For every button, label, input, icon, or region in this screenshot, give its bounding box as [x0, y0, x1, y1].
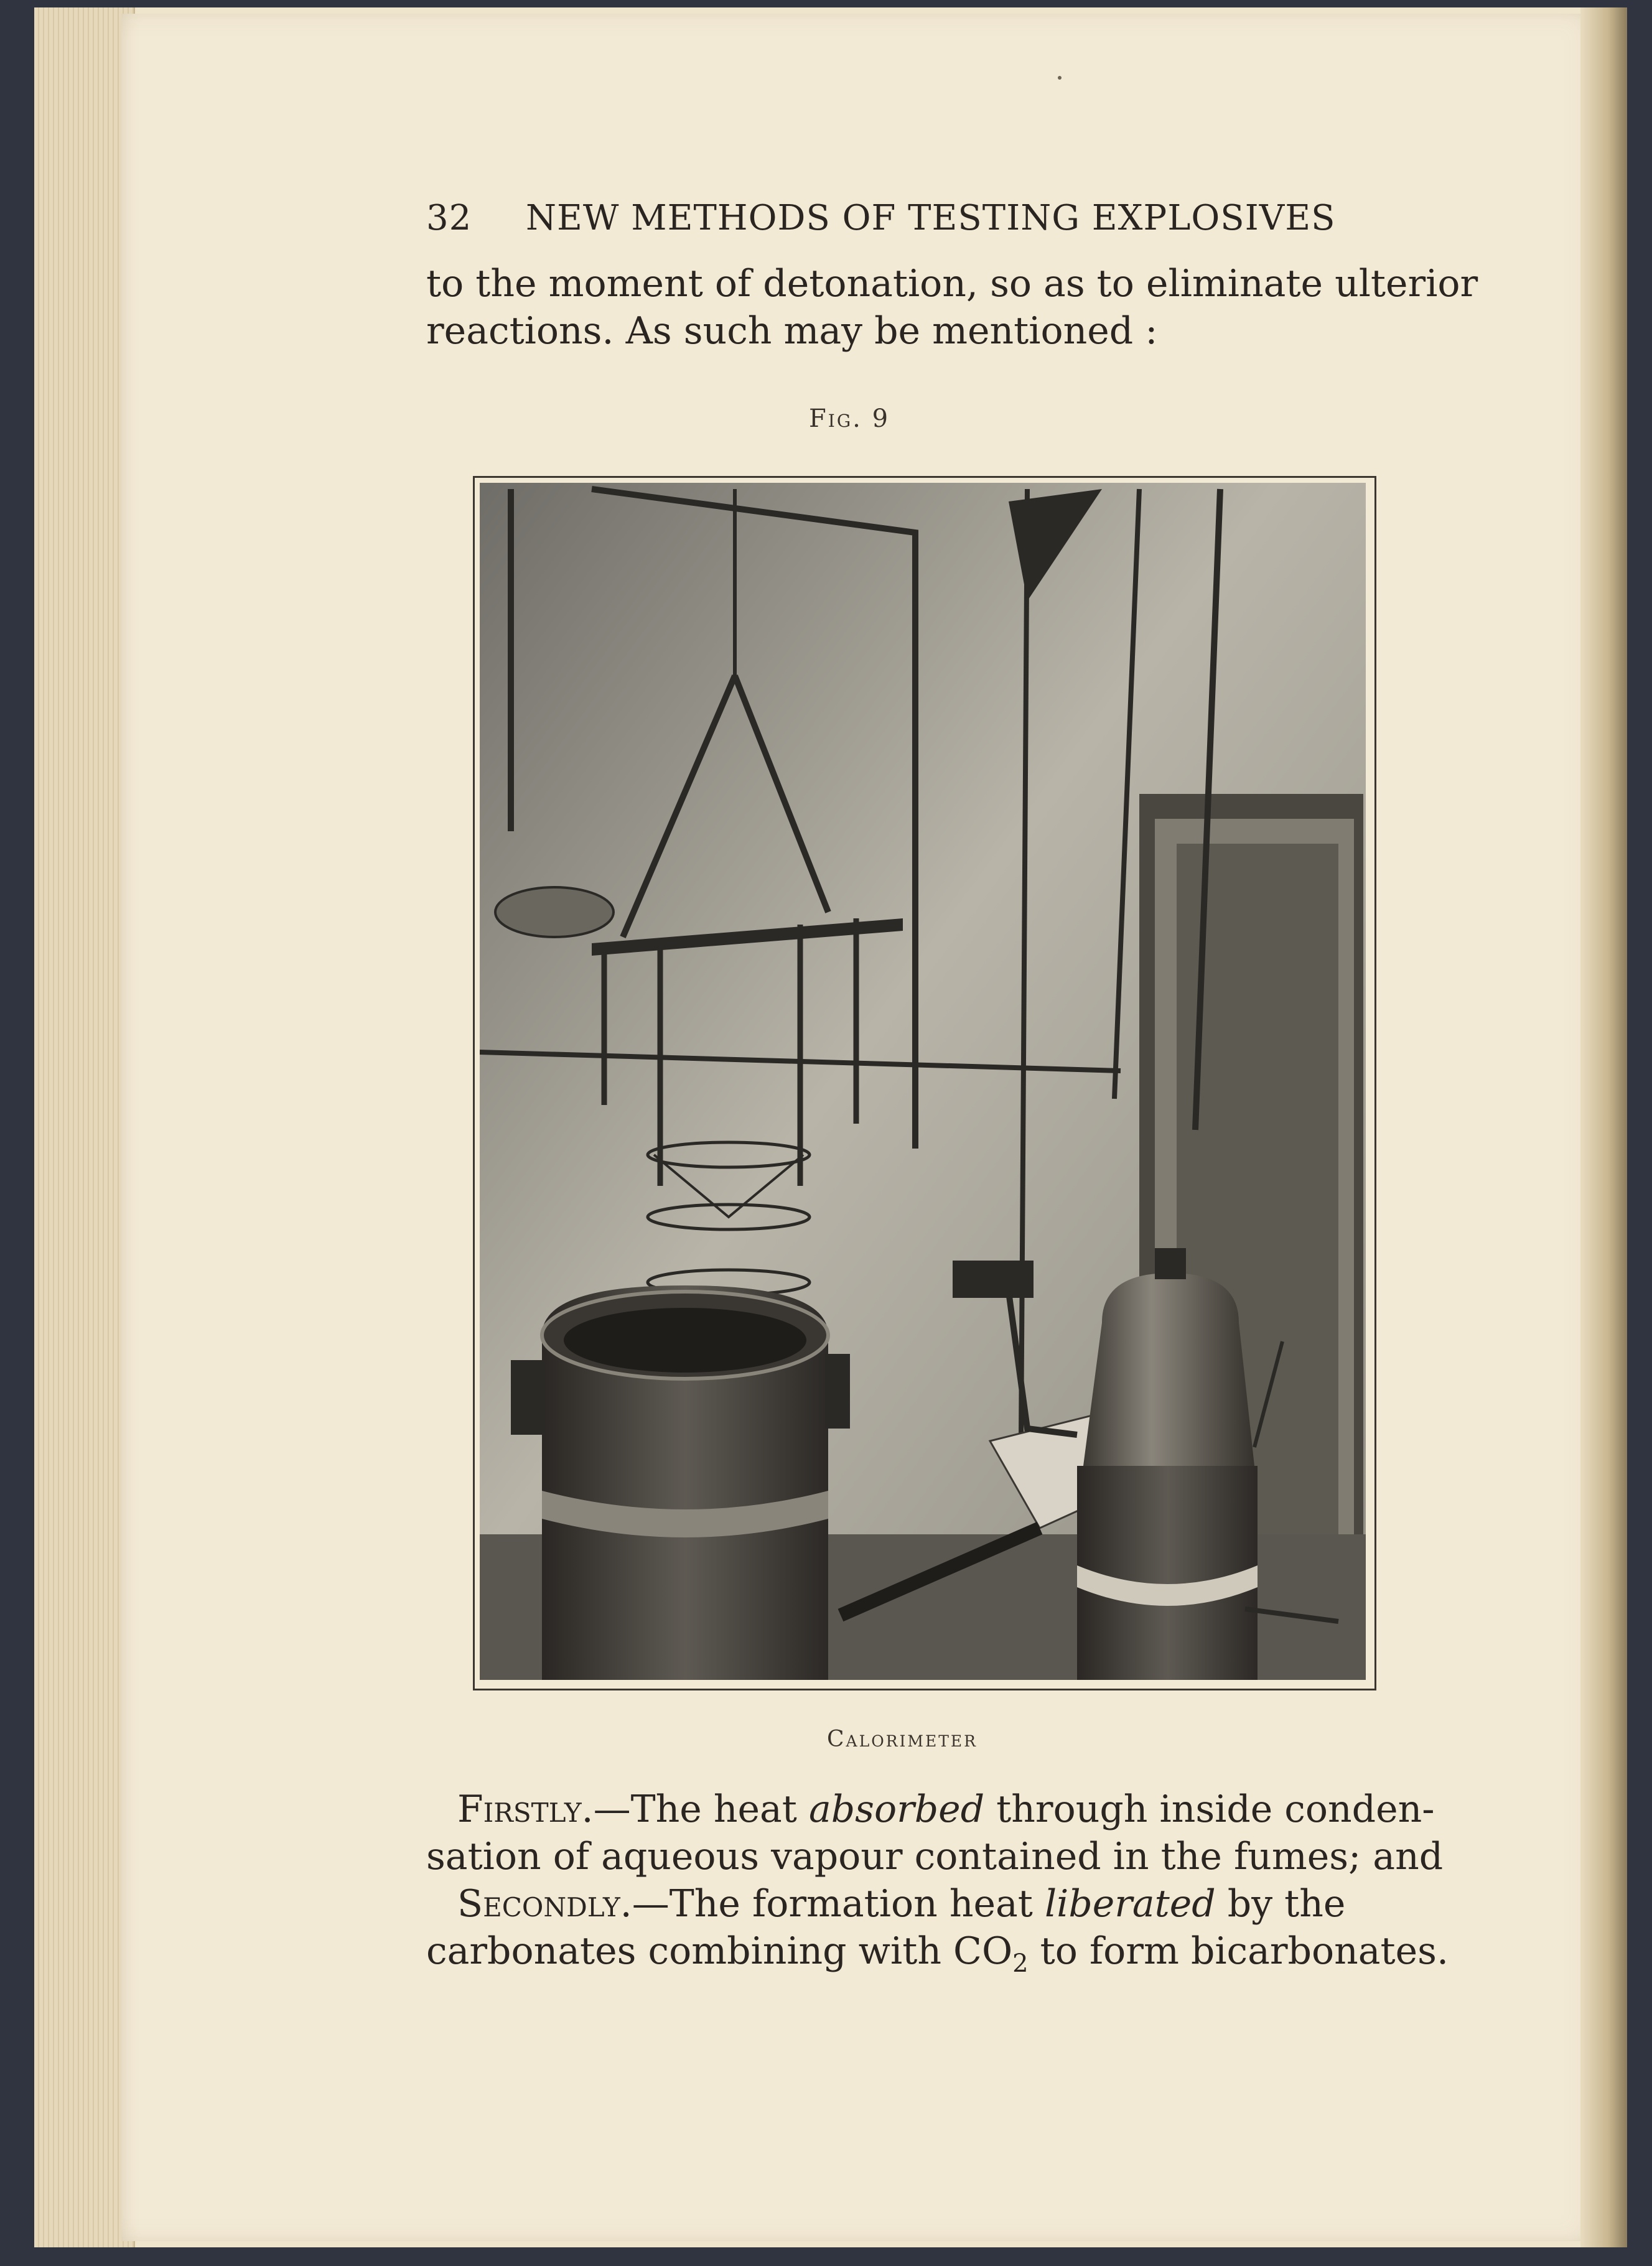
- co2-subscript: 2: [1012, 1949, 1029, 1978]
- firstly-text-b: through inside conden-: [984, 1788, 1435, 1831]
- firstly-text-a: —The heat: [593, 1788, 809, 1831]
- intro-paragraph: [426, 260, 1478, 355]
- secondly-lead: Secondly.: [457, 1882, 632, 1926]
- firstly-lead: Firstly.: [457, 1788, 594, 1831]
- main-paragraph: [426, 1786, 1449, 1978]
- firstly-emphasis: absorbed: [809, 1788, 985, 1831]
- secondly-line-1: [426, 1880, 1440, 1928]
- secondly-line-2: [426, 1928, 1449, 1978]
- page-number: 32: [426, 198, 472, 238]
- intro-line-1: to the moment of detonation, so as to eliminate ulterior: [426, 262, 1478, 305]
- firstly-line-1: [426, 1786, 1440, 1833]
- secondly-emphasis: liberated: [1044, 1882, 1216, 1926]
- figure-label: Fig. 9: [809, 404, 890, 433]
- secondly-text-d: to form bicarbonates.: [1028, 1929, 1449, 1973]
- book-gutter: [1580, 7, 1627, 2247]
- page-edges: [34, 7, 135, 2247]
- secondly-text-b: by the: [1215, 1882, 1346, 1926]
- firstly-line-2: sation of aqueous vapour contained in the fumes; and: [426, 1835, 1444, 1878]
- calorimeter-illustration: [480, 483, 1366, 1680]
- paper-speck: [1058, 76, 1062, 80]
- intro-line-2: reactions. As such may be mentioned :: [426, 309, 1158, 353]
- secondly-text-a: —The formation heat: [632, 1882, 1045, 1926]
- secondly-text-c: carbonates combining with CO: [426, 1929, 1013, 1973]
- running-title: NEW METHODS OF TESTING EXPLOSIVES: [526, 198, 1336, 238]
- figure-caption: Calorimeter: [827, 1727, 978, 1752]
- calorimeter-photograph: [473, 476, 1376, 1690]
- running-header: [426, 198, 1360, 241]
- firstly-sentence: [426, 1786, 1435, 1833]
